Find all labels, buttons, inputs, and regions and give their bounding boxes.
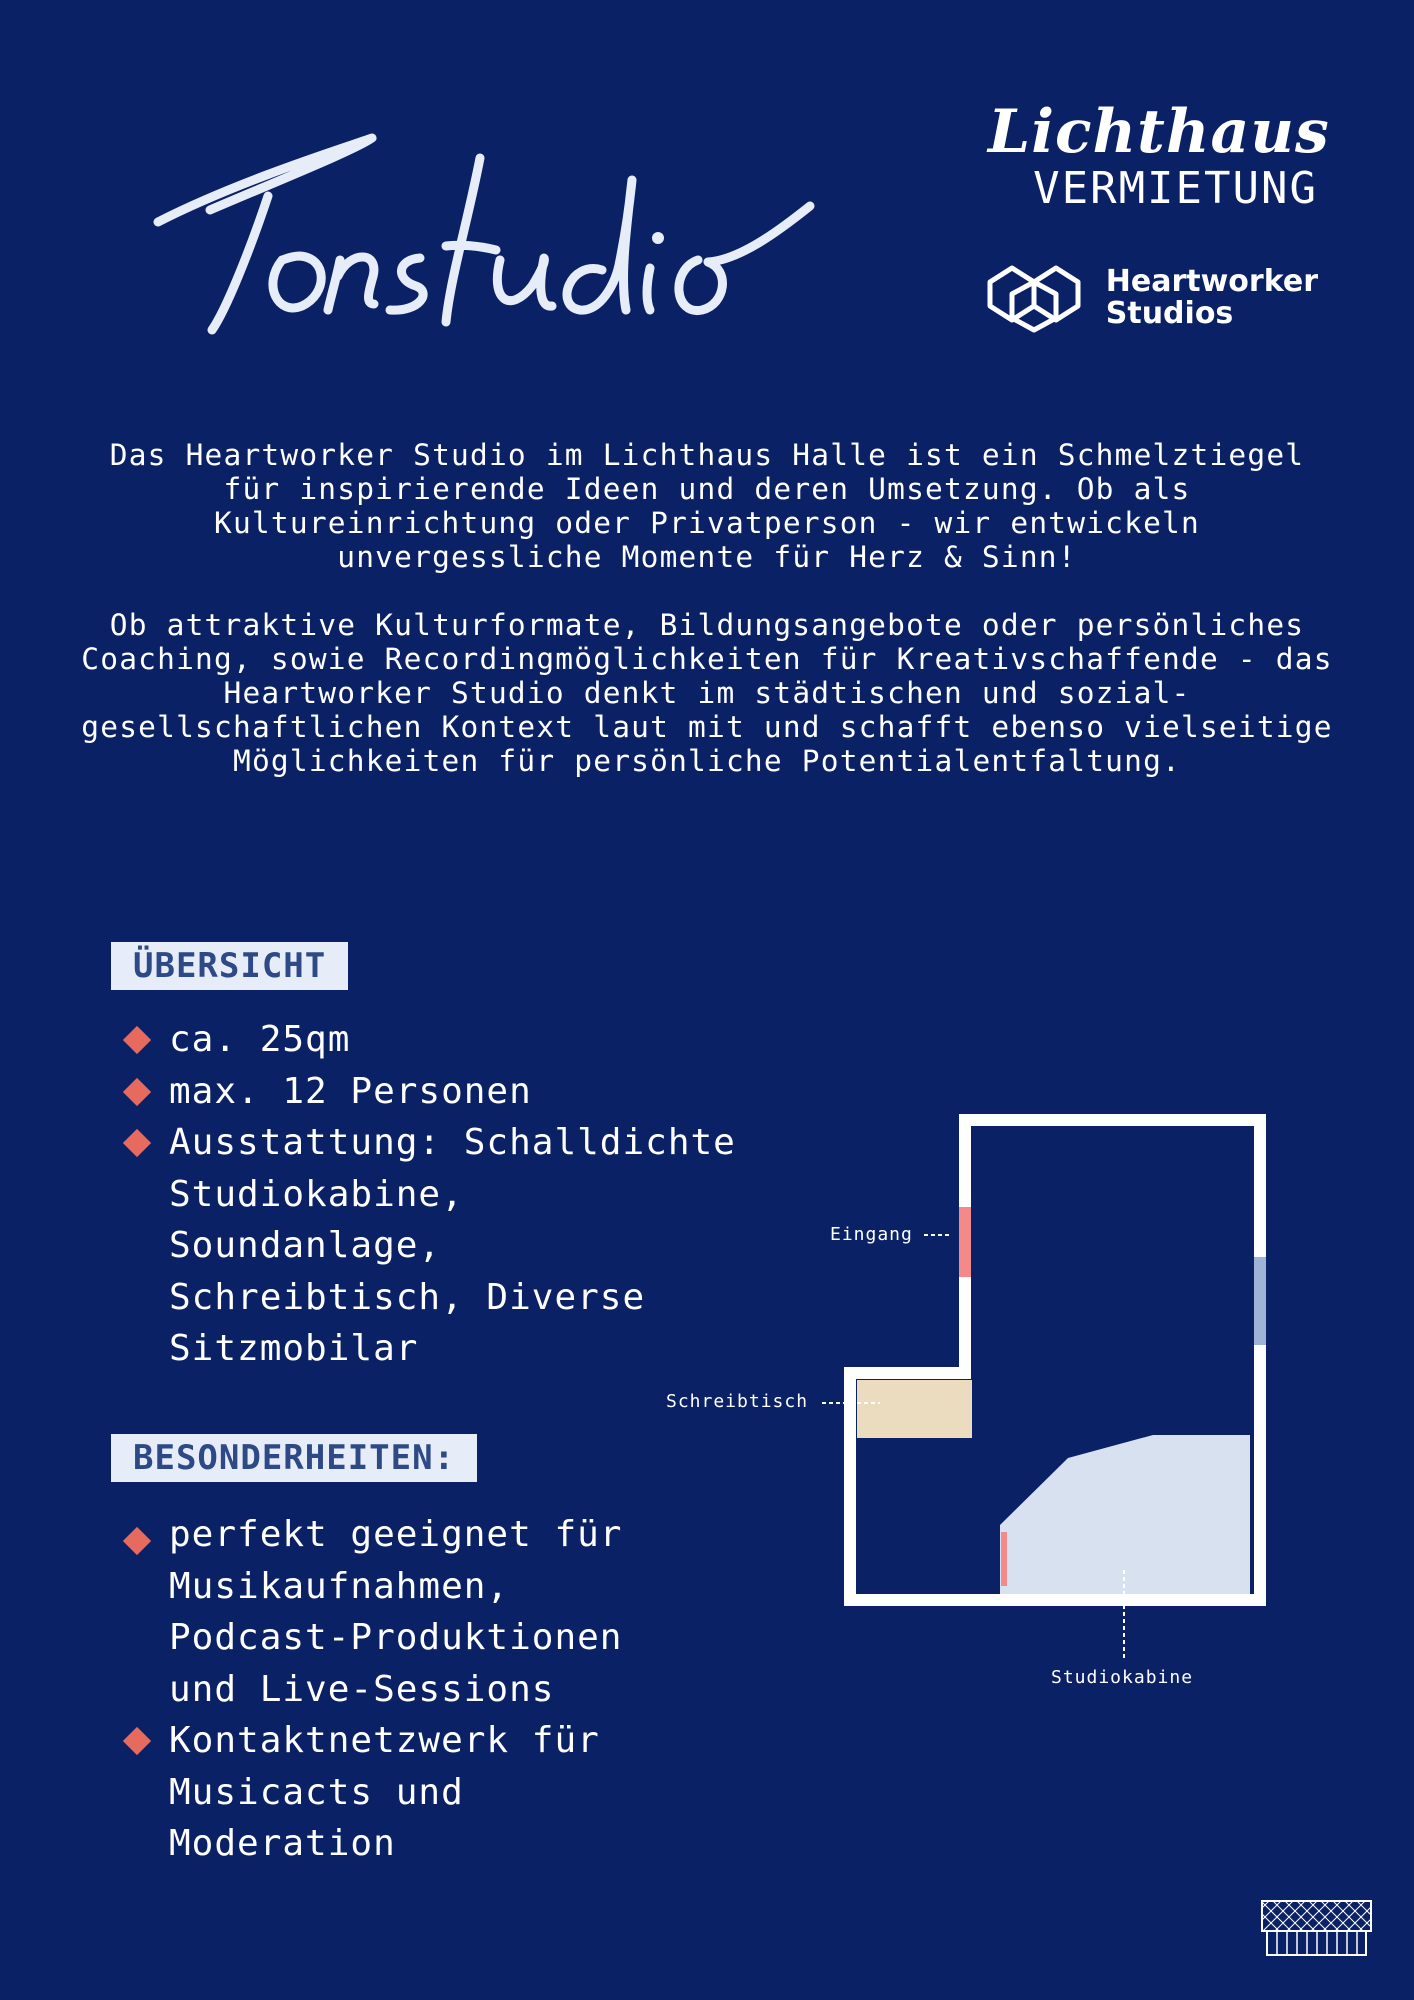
features-label: BESONDERHEITEN: [111,1434,477,1482]
building-stamp-icon [1259,1898,1374,1960]
intro-paragraph-2: Ob attraktive Kulturformate, Bildungsangebote oder persönliches Coaching, sowie Recordingmöglichkeiten für Kreativschaffende - das Heartworker Studio denkt im städtischen und sozial-gesellschaftlichen Kontext laut mit und schafft ebenso vielseitige Möglichkeiten für persönliche Potentialentfaltung. [81,608,1333,778]
desk [857,1380,972,1438]
diamond-bullet-icon [123,1077,151,1105]
brand-script: Lichthaus [988,97,1330,167]
heartworker-logo [986,262,1318,334]
intro-paragraph-1: Das Heartworker Studio im Lichthaus Halle ist ein Schmelztiegel für inspirierende Ideen und deren Umsetzung. Ob als Kultureinrichtung oder Privatperson - wir entwickeln unvergessliche Momente für Herz & Sinn! [109,438,1305,574]
floor-plan [640,1105,1280,1705]
entrance-door [959,1207,971,1277]
booth-door [1001,1532,1007,1586]
overview-label: ÜBERSICHT [111,942,348,990]
window [1254,1257,1266,1345]
desk-label: Schreibtisch [666,1391,809,1412]
lichthaus-brand [988,97,1330,214]
list-item: Kontaktnetzwerk für Musicacts und Moderation [115,1715,655,1870]
brand-subtitle: VERMIETUNG [1033,163,1318,214]
list-item: ca. 25qm [115,1014,755,1066]
intro-text [80,438,1334,812]
booth-label: Studiokabine [1051,1667,1194,1688]
diamond-bullet-icon [123,1129,151,1157]
list-item: perfekt geeignet für Musikaufnahmen, Podcast-Produktionen und Live-Sessions [115,1509,655,1715]
studio-logo-line1: Heartworker [1105,264,1318,299]
diamond-bullet-icon [123,1527,151,1555]
studio-logo-line2: Studios [1105,296,1234,331]
hexagon-logo-icon [986,262,1082,334]
features-list [115,1509,655,1870]
list-item: Ausstattung: Schalldichte Studiokabine, Soundanlage, Schreibtisch, Diverse Sitzmobilar [115,1117,755,1375]
diamond-bullet-icon [123,1727,151,1755]
diamond-bullet-icon [123,1026,151,1054]
list-item: max. 12 Personen [115,1066,755,1118]
title-handwriting [150,110,830,350]
entrance-label: Eingang [830,1224,913,1245]
